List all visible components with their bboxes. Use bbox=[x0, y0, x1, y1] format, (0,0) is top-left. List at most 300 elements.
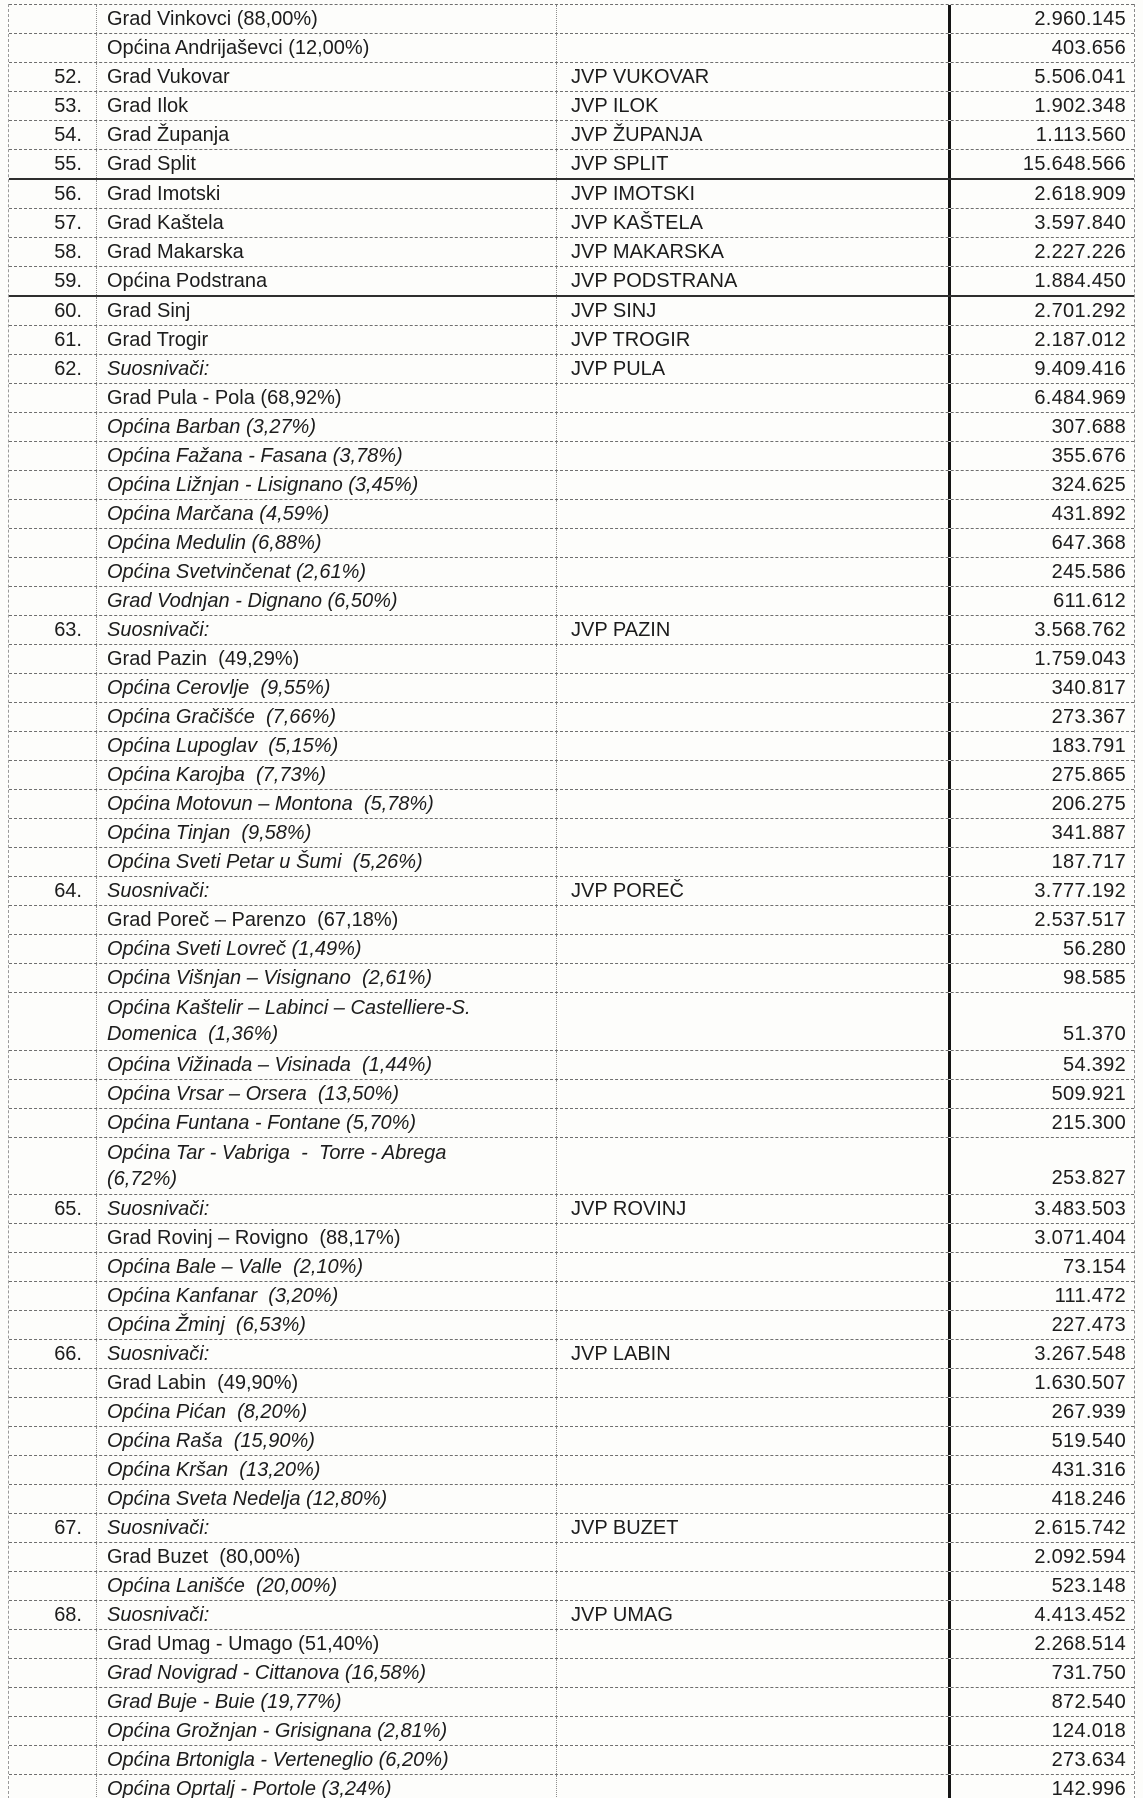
table-row bbox=[9, 673, 1134, 702]
row-ordinal: 66. bbox=[9, 1340, 97, 1368]
table-row bbox=[9, 1050, 1134, 1079]
entity-name-line2: (6,72%) bbox=[107, 1167, 178, 1190]
entity-name-line1: Općina Pićan (8,20%) bbox=[107, 1401, 308, 1423]
row-jvp-name bbox=[557, 442, 951, 470]
row-ordinal bbox=[9, 1224, 97, 1252]
row-jvp-name bbox=[557, 1138, 951, 1195]
row-jvp-name bbox=[557, 790, 951, 818]
row-entity-name bbox=[97, 384, 557, 412]
table-row bbox=[9, 237, 1134, 266]
table-row bbox=[9, 557, 1134, 586]
entity-name-line1: Općina Grožnjan - Grisignana (2,81%) bbox=[107, 1720, 448, 1742]
row-amount: 523.148 bbox=[1051, 1575, 1126, 1597]
table-row bbox=[9, 1600, 1134, 1629]
entity-name-line1: Općina Tinjan (9,58%) bbox=[107, 822, 312, 844]
row-entity-name bbox=[97, 92, 557, 120]
row-amount: 4.413.452 bbox=[1034, 1604, 1126, 1626]
row-ordinal: 63. bbox=[9, 616, 97, 644]
entity-name-line1: Općina Bale – Valle (2,10%) bbox=[107, 1256, 364, 1278]
table-row bbox=[9, 1368, 1134, 1397]
row-amount: 1.884.450 bbox=[1034, 270, 1126, 292]
row-amount: 2.187.012 bbox=[1034, 329, 1126, 351]
table-row bbox=[9, 91, 1134, 120]
row-amount: 3.597.840 bbox=[1034, 212, 1126, 234]
row-jvp-name bbox=[557, 587, 951, 615]
entity-name-line1: Općina Marčana (4,59%) bbox=[107, 503, 330, 525]
row-jvp-name bbox=[557, 1109, 951, 1137]
row-amount: 1.902.348 bbox=[1034, 95, 1126, 117]
entity-name-line1: Općina Ližnjan - Lisignano (3,45%) bbox=[107, 474, 419, 496]
table-row bbox=[9, 441, 1134, 470]
row-ordinal bbox=[9, 5, 97, 33]
row-ordinal bbox=[9, 1688, 97, 1716]
row-ordinal: 58. bbox=[9, 238, 97, 266]
row-jvp-name bbox=[557, 1659, 951, 1687]
entity-name-line1: Grad Umag - Umago (51,40%) bbox=[107, 1633, 380, 1655]
table-row bbox=[9, 789, 1134, 818]
entity-name-line1: Općina Kaštelir – Labinci – Castelliere-S. bbox=[107, 997, 471, 1020]
entity-name-line1: Grad Poreč – Parenzo (67,18%) bbox=[107, 909, 399, 931]
row-jvp-name bbox=[557, 1369, 951, 1397]
row-ordinal: 55. bbox=[9, 150, 97, 178]
row-amount: 142.996 bbox=[1051, 1778, 1126, 1798]
row-ordinal: 60. bbox=[9, 297, 97, 325]
table-row bbox=[9, 1571, 1134, 1600]
row-amount: 187.717 bbox=[1051, 851, 1126, 873]
entity-name-line1: Općina Vrsar – Orsera (13,50%) bbox=[107, 1082, 399, 1105]
table-row bbox=[9, 1108, 1134, 1137]
row-entity-name bbox=[97, 500, 557, 528]
row-amount: 403.656 bbox=[1051, 37, 1126, 59]
entity-name-line1: Općina Oprtalj - Portole (3,24%) bbox=[107, 1778, 392, 1798]
entity-name-line1: Općina Fažana - Fasana (3,78%) bbox=[107, 445, 403, 467]
table-row bbox=[9, 615, 1134, 644]
entity-name-line1: Grad Vinkovci (88,00%) bbox=[107, 8, 318, 30]
row-ordinal bbox=[9, 1717, 97, 1745]
row-amount: 731.750 bbox=[1051, 1662, 1126, 1684]
row-ordinal bbox=[9, 1051, 97, 1079]
entity-name-line1: Općina Motovun – Montona (5,78%) bbox=[107, 793, 434, 815]
row-entity-name bbox=[97, 964, 557, 992]
entity-name-line1: Suosnivači: bbox=[107, 619, 210, 641]
row-ordinal bbox=[9, 34, 97, 62]
row-entity-name bbox=[97, 355, 557, 383]
row-jvp-name bbox=[557, 413, 951, 441]
table-row bbox=[9, 325, 1134, 354]
row-ordinal bbox=[9, 442, 97, 470]
row-entity-name bbox=[97, 1080, 557, 1108]
entity-name-line1: Grad Makarska bbox=[107, 241, 244, 263]
entity-name-line1: Općina Podstrana bbox=[107, 270, 268, 292]
table-row bbox=[9, 33, 1134, 62]
row-ordinal bbox=[9, 1080, 97, 1108]
entity-name-line1: Grad Novigrad - Cittanova (16,58%) bbox=[107, 1662, 427, 1684]
row-entity-name bbox=[97, 935, 557, 963]
row-jvp-name: JVP ŽUPANJA bbox=[557, 121, 951, 149]
row-ordinal bbox=[9, 1138, 97, 1195]
row-ordinal bbox=[9, 1746, 97, 1774]
row-amount: 340.817 bbox=[1051, 677, 1126, 699]
entity-name-line1: Grad Labin (49,90%) bbox=[107, 1372, 299, 1394]
table-row bbox=[9, 963, 1134, 992]
row-entity-name bbox=[97, 209, 557, 237]
row-amount: 431.316 bbox=[1051, 1459, 1126, 1481]
row-entity-name bbox=[97, 993, 557, 1050]
table-row bbox=[9, 1687, 1134, 1716]
row-jvp-name: JVP SPLIT bbox=[557, 150, 951, 178]
entity-name-line1: Općina Funtana - Fontane (5,70%) bbox=[107, 1111, 417, 1134]
row-entity-name bbox=[97, 1138, 557, 1195]
row-entity-name bbox=[97, 471, 557, 499]
entity-name-line1: Grad Split bbox=[107, 153, 196, 175]
row-ordinal bbox=[9, 1427, 97, 1455]
row-jvp-name: JVP PULA bbox=[557, 355, 951, 383]
row-amount: 509.921 bbox=[1051, 1082, 1126, 1105]
table-row bbox=[9, 1716, 1134, 1745]
row-entity-name bbox=[97, 326, 557, 354]
row-entity-name bbox=[97, 63, 557, 91]
row-amount: 253.827 bbox=[1051, 1167, 1126, 1189]
entity-name-line1: Grad Trogir bbox=[107, 329, 209, 351]
entity-name-line1: Grad Kaštela bbox=[107, 212, 224, 234]
row-entity-name bbox=[97, 1109, 557, 1137]
row-ordinal bbox=[9, 1543, 97, 1571]
row-amount: 227.473 bbox=[1051, 1314, 1126, 1336]
row-amount: 3.568.762 bbox=[1034, 619, 1126, 641]
table-row bbox=[9, 1194, 1134, 1223]
row-entity-name bbox=[97, 442, 557, 470]
row-amount: 341.887 bbox=[1051, 822, 1126, 844]
row-amount: 3.777.192 bbox=[1034, 880, 1126, 902]
row-entity-name bbox=[97, 1224, 557, 1252]
row-ordinal: 57. bbox=[9, 209, 97, 237]
row-entity-name bbox=[97, 1543, 557, 1571]
row-ordinal bbox=[9, 529, 97, 557]
row-entity-name bbox=[97, 906, 557, 934]
row-entity-name bbox=[97, 1253, 557, 1281]
row-jvp-name bbox=[557, 1427, 951, 1455]
row-jvp-name bbox=[557, 500, 951, 528]
row-jvp-name bbox=[557, 1746, 951, 1774]
row-jvp-name bbox=[557, 1224, 951, 1252]
row-jvp-name bbox=[557, 732, 951, 760]
table-row bbox=[9, 818, 1134, 847]
entity-name-line1: Grad Županja bbox=[107, 124, 230, 146]
table-row bbox=[9, 62, 1134, 91]
entity-name-line1: Općina Medulin (6,88%) bbox=[107, 532, 322, 554]
row-entity-name bbox=[97, 1601, 557, 1629]
entity-name-line1: Suosnivači: bbox=[107, 1343, 210, 1365]
table-row bbox=[9, 1339, 1134, 1368]
entity-name-line1: Općina Kršan (13,20%) bbox=[107, 1459, 321, 1481]
table-row bbox=[9, 354, 1134, 383]
row-entity-name bbox=[97, 1340, 557, 1368]
row-entity-name bbox=[97, 616, 557, 644]
entity-name-line1: Općina Lupoglav (5,15%) bbox=[107, 735, 339, 757]
table-row bbox=[9, 4, 1134, 33]
table-row bbox=[9, 528, 1134, 557]
row-entity-name bbox=[97, 1514, 557, 1542]
row-entity-name bbox=[97, 150, 557, 178]
row-entity-name bbox=[97, 529, 557, 557]
row-amount: 355.676 bbox=[1051, 445, 1126, 467]
row-ordinal: 52. bbox=[9, 63, 97, 91]
entity-name-line1: Grad Vukovar bbox=[107, 66, 230, 88]
row-amount: 183.791 bbox=[1051, 735, 1126, 757]
row-amount: 51.370 bbox=[1063, 1022, 1126, 1045]
row-jvp-name: JVP PAZIN bbox=[557, 616, 951, 644]
row-ordinal bbox=[9, 1775, 97, 1798]
table-row bbox=[9, 295, 1134, 325]
table-row bbox=[9, 149, 1134, 178]
table-row bbox=[9, 266, 1134, 295]
entity-name-line1: Grad Pazin (49,29%) bbox=[107, 648, 300, 670]
entity-name-line1: Grad Buzet (80,00%) bbox=[107, 1546, 301, 1568]
entity-name-line1: Suosnivači: bbox=[107, 880, 210, 902]
table-row bbox=[9, 847, 1134, 876]
row-amount: 2.092.594 bbox=[1034, 1546, 1126, 1568]
row-ordinal bbox=[9, 1398, 97, 1426]
table-row bbox=[9, 1455, 1134, 1484]
row-jvp-name: JVP VUKOVAR bbox=[557, 63, 951, 91]
row-jvp-name bbox=[557, 1543, 951, 1571]
row-jvp-name bbox=[557, 848, 951, 876]
row-ordinal bbox=[9, 1485, 97, 1513]
row-ordinal: 64. bbox=[9, 877, 97, 905]
row-amount: 273.367 bbox=[1051, 706, 1126, 728]
row-entity-name bbox=[97, 587, 557, 615]
row-amount: 9.409.416 bbox=[1034, 358, 1126, 380]
row-entity-name bbox=[97, 121, 557, 149]
row-entity-name bbox=[97, 761, 557, 789]
table-row bbox=[9, 934, 1134, 963]
row-amount: 111.472 bbox=[1054, 1285, 1126, 1307]
row-entity-name bbox=[97, 877, 557, 905]
entity-name-line1: Suosnivači: bbox=[107, 358, 210, 380]
row-amount: 431.892 bbox=[1051, 503, 1126, 525]
entity-name-line1: Grad Buje - Buie (19,77%) bbox=[107, 1691, 342, 1713]
row-amount: 2.618.909 bbox=[1034, 183, 1126, 205]
row-jvp-name bbox=[557, 1080, 951, 1108]
row-ordinal: 61. bbox=[9, 326, 97, 354]
row-jvp-name bbox=[557, 935, 951, 963]
row-ordinal bbox=[9, 993, 97, 1050]
row-jvp-name bbox=[557, 529, 951, 557]
table-row bbox=[9, 470, 1134, 499]
row-entity-name bbox=[97, 1775, 557, 1798]
table-row bbox=[9, 383, 1134, 412]
row-amount: 73.154 bbox=[1063, 1256, 1126, 1278]
row-ordinal bbox=[9, 790, 97, 818]
row-ordinal bbox=[9, 1253, 97, 1281]
row-ordinal bbox=[9, 1369, 97, 1397]
row-entity-name bbox=[97, 1659, 557, 1687]
row-ordinal: 53. bbox=[9, 92, 97, 120]
table-row bbox=[9, 1281, 1134, 1310]
row-ordinal: 68. bbox=[9, 1601, 97, 1629]
row-jvp-name bbox=[557, 1572, 951, 1600]
row-ordinal bbox=[9, 1282, 97, 1310]
row-jvp-name: JVP TROGIR bbox=[557, 326, 951, 354]
row-jvp-name bbox=[557, 34, 951, 62]
row-ordinal bbox=[9, 1630, 97, 1658]
row-entity-name bbox=[97, 1427, 557, 1455]
row-amount: 872.540 bbox=[1051, 1691, 1126, 1713]
entity-name-line1: Grad Sinj bbox=[107, 300, 191, 322]
row-jvp-name: JVP UMAG bbox=[557, 1601, 951, 1629]
row-ordinal: 54. bbox=[9, 121, 97, 149]
row-jvp-name: JVP PODSTRANA bbox=[557, 267, 951, 295]
entity-name-line1: Općina Raša (15,90%) bbox=[107, 1430, 315, 1452]
row-ordinal bbox=[9, 674, 97, 702]
row-jvp-name: JVP LABIN bbox=[557, 1340, 951, 1368]
row-jvp-name bbox=[557, 1688, 951, 1716]
entity-name-line1: Grad Imotski bbox=[107, 183, 221, 205]
row-entity-name bbox=[97, 34, 557, 62]
table-row bbox=[9, 1252, 1134, 1281]
row-amount: 56.280 bbox=[1063, 938, 1126, 960]
row-jvp-name bbox=[557, 1311, 951, 1339]
row-jvp-name: JVP IMOTSKI bbox=[557, 180, 951, 208]
row-ordinal: 62. bbox=[9, 355, 97, 383]
row-ordinal bbox=[9, 703, 97, 731]
row-entity-name bbox=[97, 1311, 557, 1339]
row-entity-name bbox=[97, 558, 557, 586]
row-jvp-name bbox=[557, 1051, 951, 1079]
row-amount: 2.701.292 bbox=[1034, 300, 1126, 322]
row-amount: 267.939 bbox=[1051, 1401, 1126, 1423]
row-amount: 3.267.548 bbox=[1034, 1343, 1126, 1365]
row-ordinal bbox=[9, 906, 97, 934]
row-entity-name bbox=[97, 267, 557, 295]
entity-name-line1: Grad Rovinj – Rovigno (88,17%) bbox=[107, 1227, 401, 1249]
row-jvp-name: JVP MAKARSKA bbox=[557, 238, 951, 266]
row-entity-name bbox=[97, 1369, 557, 1397]
entity-name-line1: Općina Sveti Petar u Šumi (5,26%) bbox=[107, 851, 423, 873]
table-row bbox=[9, 1484, 1134, 1513]
row-jvp-name bbox=[557, 906, 951, 934]
row-jvp-name bbox=[557, 558, 951, 586]
row-ordinal: 59. bbox=[9, 267, 97, 295]
table-row bbox=[9, 1397, 1134, 1426]
table-row bbox=[9, 760, 1134, 789]
table-row bbox=[9, 499, 1134, 528]
table-row bbox=[9, 412, 1134, 441]
row-amount: 307.688 bbox=[1051, 416, 1126, 438]
table-row bbox=[9, 1310, 1134, 1339]
row-jvp-name bbox=[557, 384, 951, 412]
row-ordinal bbox=[9, 558, 97, 586]
table-row bbox=[9, 1629, 1134, 1658]
row-jvp-name bbox=[557, 1398, 951, 1426]
entity-name-line1: Općina Kanfanar (3,20%) bbox=[107, 1285, 339, 1307]
row-amount: 206.275 bbox=[1051, 793, 1126, 815]
row-entity-name bbox=[97, 1051, 557, 1079]
table-row bbox=[9, 120, 1134, 149]
row-amount: 2.537.517 bbox=[1034, 909, 1126, 931]
row-jvp-name bbox=[557, 819, 951, 847]
row-jvp-name bbox=[557, 1775, 951, 1798]
row-amount: 215.300 bbox=[1051, 1111, 1126, 1134]
row-ordinal bbox=[9, 1659, 97, 1687]
row-entity-name bbox=[97, 1572, 557, 1600]
entity-name-line1: Suosnivači: bbox=[107, 1198, 210, 1220]
founders-allocation-table bbox=[8, 4, 1135, 1798]
table-row bbox=[9, 1774, 1134, 1798]
row-jvp-name bbox=[557, 1485, 951, 1513]
entity-name-line1: Općina Gračišće (7,66%) bbox=[107, 706, 336, 728]
row-ordinal bbox=[9, 819, 97, 847]
table-row bbox=[9, 992, 1134, 1050]
row-ordinal bbox=[9, 1572, 97, 1600]
row-amount: 418.246 bbox=[1051, 1488, 1126, 1510]
row-jvp-name bbox=[557, 1717, 951, 1745]
row-ordinal bbox=[9, 645, 97, 673]
row-amount: 647.368 bbox=[1051, 532, 1126, 554]
entity-name-line1: Grad Ilok bbox=[107, 95, 189, 117]
row-ordinal bbox=[9, 964, 97, 992]
row-amount: 275.865 bbox=[1051, 764, 1126, 786]
row-jvp-name bbox=[557, 674, 951, 702]
entity-name-line1: Općina Karojba (7,73%) bbox=[107, 764, 327, 786]
row-jvp-name: JVP BUZET bbox=[557, 1514, 951, 1542]
table-row bbox=[9, 1542, 1134, 1571]
entity-name-line1: Općina Svetvinčenat (2,61%) bbox=[107, 561, 367, 583]
row-jvp-name bbox=[557, 471, 951, 499]
table-row bbox=[9, 702, 1134, 731]
row-entity-name bbox=[97, 1485, 557, 1513]
entity-name-line1: Općina Sveta Nedelja (12,80%) bbox=[107, 1488, 388, 1510]
table-row bbox=[9, 644, 1134, 673]
table-row bbox=[9, 178, 1134, 208]
entity-name-line1: Općina Barban (3,27%) bbox=[107, 416, 317, 438]
table-row bbox=[9, 876, 1134, 905]
row-entity-name bbox=[97, 1746, 557, 1774]
row-ordinal: 67. bbox=[9, 1514, 97, 1542]
table-row bbox=[9, 208, 1134, 237]
entity-name-line1: Grad Vodnjan - Dignano (6,50%) bbox=[107, 590, 398, 612]
row-amount: 519.540 bbox=[1051, 1430, 1126, 1452]
row-jvp-name: JVP POREČ bbox=[557, 877, 951, 905]
row-jvp-name: JVP SINJ bbox=[557, 297, 951, 325]
row-ordinal bbox=[9, 761, 97, 789]
entity-name-line1: Suosnivači: bbox=[107, 1517, 210, 1539]
row-ordinal bbox=[9, 732, 97, 760]
row-entity-name bbox=[97, 790, 557, 818]
table-row bbox=[9, 1137, 1134, 1195]
row-ordinal bbox=[9, 848, 97, 876]
row-entity-name bbox=[97, 674, 557, 702]
row-amount: 3.483.503 bbox=[1034, 1198, 1126, 1220]
row-entity-name bbox=[97, 1282, 557, 1310]
row-jvp-name bbox=[557, 645, 951, 673]
entity-name-line1: Općina Sveti Lovreč (1,49%) bbox=[107, 938, 362, 960]
table-row bbox=[9, 1513, 1134, 1542]
entity-name-line1: Grad Pula - Pola (68,92%) bbox=[107, 387, 342, 409]
row-amount: 6.484.969 bbox=[1034, 387, 1126, 409]
table-row bbox=[9, 1426, 1134, 1455]
row-ordinal: 56. bbox=[9, 180, 97, 208]
row-amount: 1.630.507 bbox=[1034, 1372, 1126, 1394]
row-amount: 2.615.742 bbox=[1034, 1517, 1126, 1539]
entity-name-line1: Općina Brtonigla - Verteneglio (6,20%) bbox=[107, 1749, 449, 1771]
row-ordinal bbox=[9, 587, 97, 615]
entity-name-line1: Suosnivači: bbox=[107, 1604, 210, 1626]
table-row bbox=[9, 1079, 1134, 1108]
entity-name-line2: Domenica (1,36%) bbox=[107, 1023, 279, 1046]
row-entity-name bbox=[97, 180, 557, 208]
row-ordinal bbox=[9, 935, 97, 963]
